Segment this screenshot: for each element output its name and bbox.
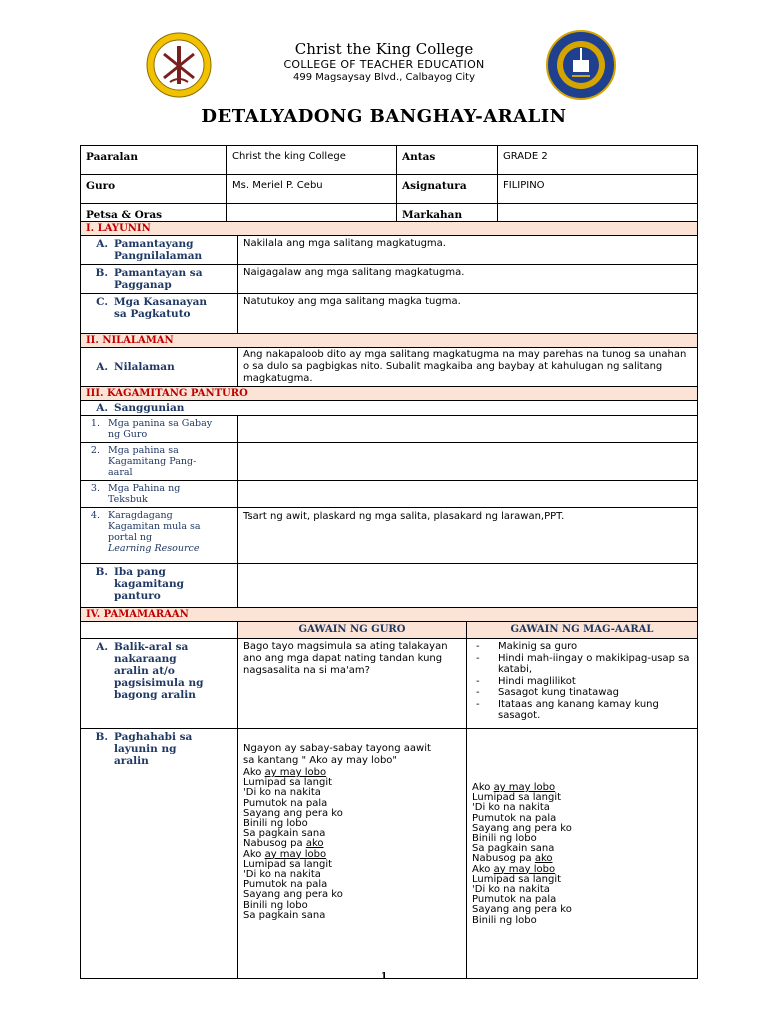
layunin-c-value: Natutukoy ang mga salitang magka tugma. <box>238 294 698 334</box>
layunin-a-label: Pamantayang Pangnilalaman <box>114 238 203 262</box>
kagamitan-item-4-num: 4. <box>90 510 100 521</box>
lyric-text: 'Di ko na nakita <box>243 787 321 799</box>
lyric-text: 'Di ko na nakita <box>472 884 550 896</box>
department-name: COLLEGE OF TEACHER EDUCATION <box>283 58 485 71</box>
pamamaraan-row-a <box>81 639 698 729</box>
kagamitan-item-1 <box>81 416 698 443</box>
song-lyrics-guro <box>243 768 461 921</box>
lyric-text: Sa pagkain sana <box>243 828 326 840</box>
lyric-text: Pumutok na pala <box>472 894 557 906</box>
lyric-line <box>472 916 692 926</box>
college-address: 499 Magsaysay Blvd., Calbayog City <box>292 72 476 83</box>
markahan-label: Markahan <box>397 204 498 233</box>
lyric-text: Sa pagkain sana <box>243 909 326 921</box>
lyric-text: Lumipad sa langit <box>472 792 562 804</box>
lyric-underlined: ay may lobo <box>264 767 327 778</box>
lyric-text: Sayang ang pera ko <box>472 904 572 916</box>
pamamaraan-b-letter: B. <box>95 731 108 743</box>
kagamitan-item-2-label: Mga pahina sa Kagamitang Pang-aaral <box>108 445 197 478</box>
layunin-b-letter: B. <box>95 267 108 279</box>
col-gawain-guro: GAWAIN NG GURO <box>238 622 467 639</box>
lyric-text: Ako <box>243 848 265 860</box>
kagamitan-item-1-num: 1. <box>90 418 100 429</box>
magaaral-rule: - Hindi maglilikot <box>472 676 692 688</box>
lyric-text: 'Di ko na nakita <box>472 802 550 814</box>
lesson-plan-table <box>80 221 698 979</box>
sanggunian-label: Sanggunian <box>114 402 185 414</box>
section-kagamitan: III. KAGAMITANG PANTURO <box>81 387 698 401</box>
college-name: Christ the King College <box>294 40 474 58</box>
iba-pang-kagamitan-row <box>81 564 698 608</box>
lyric-text: Binili ng lobo <box>243 818 308 830</box>
layunin-a-value: Nakilala ang mga salitang magkatugma. <box>238 236 698 265</box>
layunin-b-value: Naigagalaw ang mga salitang magkatugma. <box>238 265 698 294</box>
lyric-text: Ako <box>243 767 265 778</box>
lyric-underlined: ay may lobo <box>493 782 556 793</box>
lyric-underlined: ay may lobo <box>493 863 556 875</box>
kagamitan-item-3-label: Mga Pahina ng Teksbuk <box>108 483 181 505</box>
petsa-label: Petsa & Oras <box>81 204 227 233</box>
section-pamamaraan: IV. PAMAMARAAN <box>81 608 698 622</box>
lyric-text: Binili ng lobo <box>472 833 537 845</box>
nilalaman-letter: A. <box>96 361 108 373</box>
lyric-text: Lumipad sa langit <box>472 873 562 885</box>
lyric-text: Pumutok na pala <box>472 812 557 824</box>
lyric-text: Pumutok na pala <box>243 797 328 809</box>
asignatura-label: Asignatura <box>397 175 498 204</box>
lyric-text: Lumipad sa langit <box>243 858 333 870</box>
pamamaraan-header-row <box>81 622 698 639</box>
pamamaraan-a-magaaral <box>467 639 698 729</box>
kagamitan-item-4 <box>81 508 698 564</box>
iba-letter: B. <box>95 566 108 578</box>
nilalaman-value: Ang nakapaloob dito ay mga salitang magkatugma na may parehas na tunog sa unahan o sa dulo sa pagbigkas nito. Subalit magkaiba ang baybay at kahulugan ng salitang magkatugma. <box>238 348 698 387</box>
lyric-text: Sayang ang pera ko <box>243 807 343 819</box>
kagamitan-item-4-label: Karagdagang Kagamitan mula sa portal ng <box>108 510 201 543</box>
iba-label: Iba pang kagamitang panturo <box>114 566 184 602</box>
info-row-guro <box>81 175 698 204</box>
antas-label: Antas <box>397 146 498 175</box>
nilalaman-row <box>81 348 698 387</box>
kagamitan-item-3-num: 3. <box>90 483 100 494</box>
lyric-text: Ako <box>472 782 494 793</box>
kagamitan-item-4-label-italic: Learning Resource <box>108 543 200 554</box>
lyric-text: Sa pagkain sana <box>472 843 555 855</box>
guro-value: Ms. Meriel P. Cebu <box>227 175 397 204</box>
lyric-text: Sayang ang pera ko <box>243 889 343 901</box>
magaaral-rule: - Itataas ang kanang kamay kung sasagot. <box>472 699 692 722</box>
song-lyrics-magaaral <box>472 783 692 926</box>
lyric-text: 'Di ko na nakita <box>243 869 321 881</box>
lyric-text: Binili ng lobo <box>472 914 537 926</box>
pamamaraan-b-label: Paghahabi sa layunin ng aralin <box>114 731 193 767</box>
pamamaraan-b-guro <box>238 729 467 979</box>
layunin-b-label: Pamantayan sa Pagganap <box>114 267 203 291</box>
layunin-c-label: Mga Kasanayan sa Pagkatuto <box>114 296 208 320</box>
lyric-text: Nabusog pa <box>243 838 306 850</box>
paaralan-value: Christ the king College <box>227 146 397 175</box>
kagamitan-item-2-value <box>238 443 698 481</box>
kagamitan-item-1-value <box>238 416 698 443</box>
layunin-row-c <box>81 294 698 334</box>
info-table <box>80 145 698 233</box>
iba-value <box>238 564 698 608</box>
pamamaraan-b-magaaral <box>467 729 698 979</box>
paaralan-label: Paaralan <box>81 146 227 175</box>
kagamitan-item-1-label: Mga panina sa Gabay ng Guro <box>108 418 213 440</box>
lyric-text: Pumutok na pala <box>243 879 328 891</box>
lyric-underlined: ay may lobo <box>264 848 327 860</box>
pamamaraan-row-b <box>81 729 698 979</box>
layunin-row-b <box>81 265 698 294</box>
info-row-paaralan <box>81 146 698 175</box>
section-nilalaman: II. NILALAMAN <box>81 334 698 348</box>
nilalaman-label: Nilalaman <box>114 361 175 373</box>
layunin-row-a <box>81 236 698 265</box>
kagamitan-item-2-num: 2. <box>90 445 100 456</box>
lyric-line <box>243 911 461 921</box>
pamamaraan-a-guro: Bago tayo magsimula sa ating talakayan ano ang mga dapat nating tandan kung nagsasalita na si ma'am? <box>238 639 467 729</box>
lyric-text: Lumipad sa langit <box>243 777 333 789</box>
pamamaraan-a-letter: A. <box>96 641 108 653</box>
layunin-a-letter: A. <box>96 238 108 250</box>
layunin-c-letter: C. <box>96 296 108 308</box>
col-gawain-magaaral: GAWAIN NG MAG-AARAL <box>467 622 698 639</box>
asignatura-value: FILIPINO <box>498 175 698 204</box>
kagamitan-item-2 <box>81 443 698 481</box>
sanggunian-row <box>81 401 698 416</box>
lyric-text: Sayang ang pera ko <box>472 822 572 834</box>
magaaral-rule: - Hindi mah-iingay o makikipag-usap sa katabi, <box>472 653 692 676</box>
document-title: DETALYADONG BANGHAY-ARALIN <box>201 106 567 127</box>
song-intro: Ngayon ay sabay-sabay tayong aawit sa kantang " Ako ay may lobo" <box>243 743 431 766</box>
page-number: 1 <box>380 972 388 982</box>
kagamitan-item-4-value: Tsart ng awit, plaskard ng mga salita, plasakard ng larawan,PPT. <box>238 508 698 564</box>
guro-label: Guro <box>81 175 227 204</box>
lyric-underlined: ako <box>305 838 324 850</box>
lyric-text: Binili ng lobo <box>243 899 308 911</box>
kagamitan-item-3-value <box>238 481 698 508</box>
magaaral-rule: - Makinig sa guro <box>472 641 692 653</box>
kagamitan-item-3 <box>81 481 698 508</box>
sanggunian-letter: A. <box>96 402 108 414</box>
section-layunin: I. LAYUNIN <box>81 222 698 236</box>
lyric-text: Ako <box>472 863 494 875</box>
magaaral-rule: - Sasagot kung tinatawag <box>472 687 692 699</box>
pamamaraan-a-label: Balik-aral sa nakaraang aralin at/o pagsisimula ng bagong aralin <box>114 641 204 701</box>
antas-value: GRADE 2 <box>498 146 698 175</box>
lyric-underlined: ako <box>534 853 553 865</box>
lyric-text: Nabusog pa <box>472 853 535 865</box>
